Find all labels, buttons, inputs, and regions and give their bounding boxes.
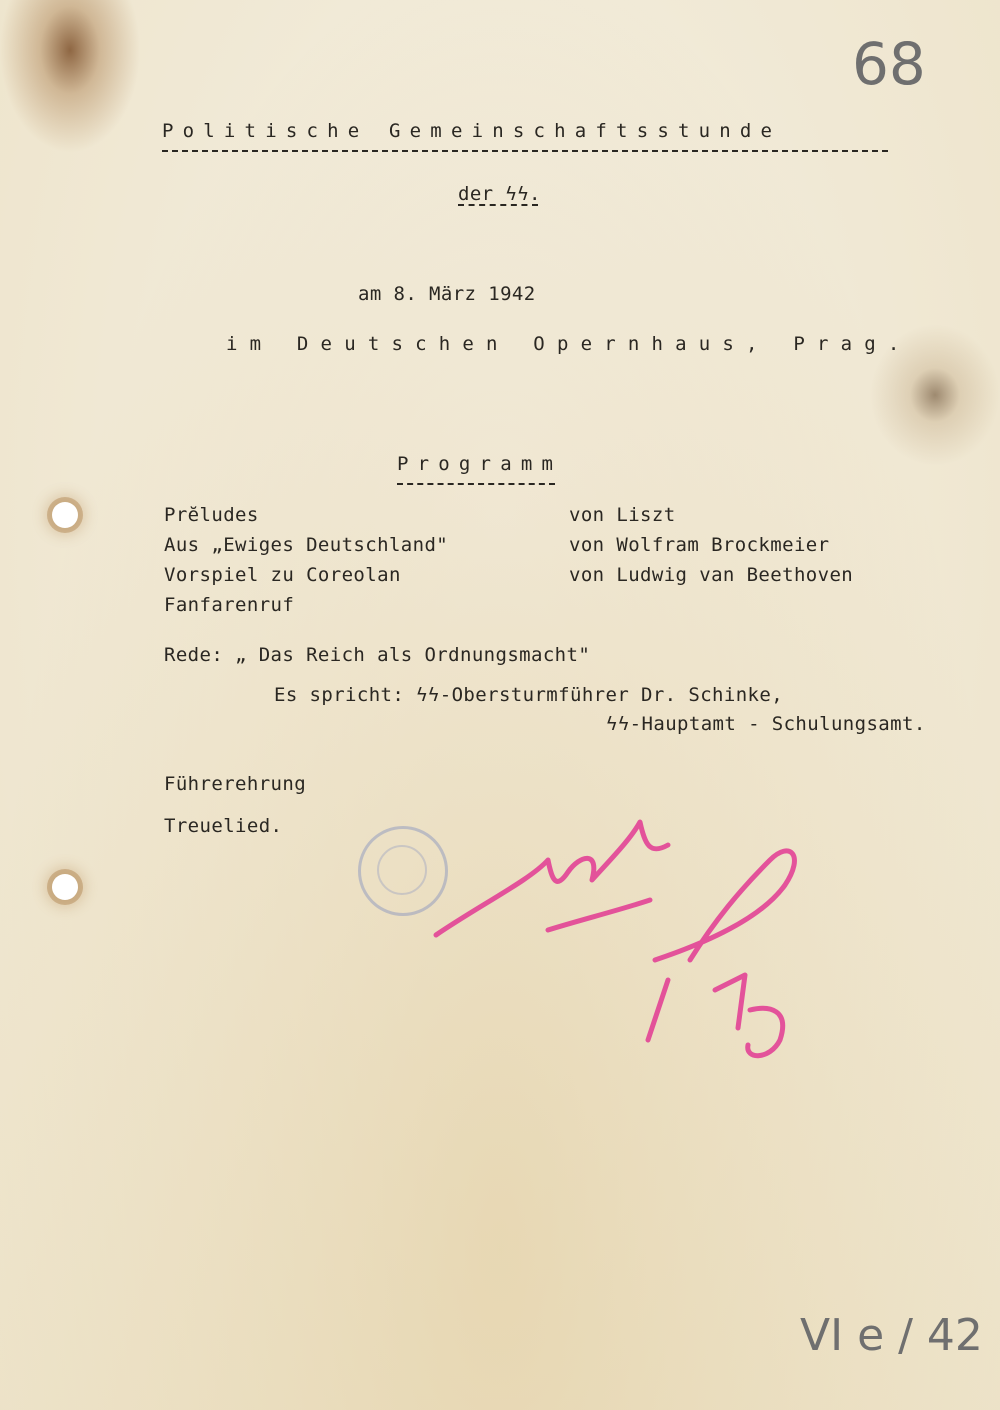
file-reference: VI e / 42 [800,1310,983,1361]
punch-hole-top [52,502,78,528]
document-title: Politische Gemeinschaftsstunde [162,120,782,142]
program-composer: von Wolfram Brockmeier [569,534,830,556]
punch-hole-bottom [52,874,78,900]
venue-line: im Deutschen Opernhaus, Prag. [226,333,912,355]
program-piece: Fanfarenruf [164,594,295,616]
program-piece: Vorspiel zu Coreolan [164,564,401,586]
program-piece: Prĕludes [164,504,259,526]
program-piece: Aus „Ewiges Deutschland" [164,534,449,556]
program-underline [397,483,555,485]
title-underline [162,150,888,152]
page-number: 68 [852,30,926,98]
closing-item: Führerehrung [164,773,307,795]
speaker-office: ϟϟ-Hauptamt - Schulungsamt. [606,713,926,735]
closing-item: Treuelied. [164,815,283,837]
program-heading: Programm [397,453,563,475]
faded-stamp [358,826,448,916]
document-subtitle: der ϟϟ. [458,183,541,205]
program-composer: von Ludwig van Beethoven [569,564,854,586]
program-composer: von Liszt [569,504,676,526]
speaker-line: Es spricht: ϟϟ-Obersturmführer Dr. Schinke, [274,684,784,706]
date-line: am 8. März 1942 [358,283,536,305]
speech-title: Rede: „ Das Reich als Ordnungsmacht" [164,644,591,666]
subtitle-underline [458,204,538,206]
